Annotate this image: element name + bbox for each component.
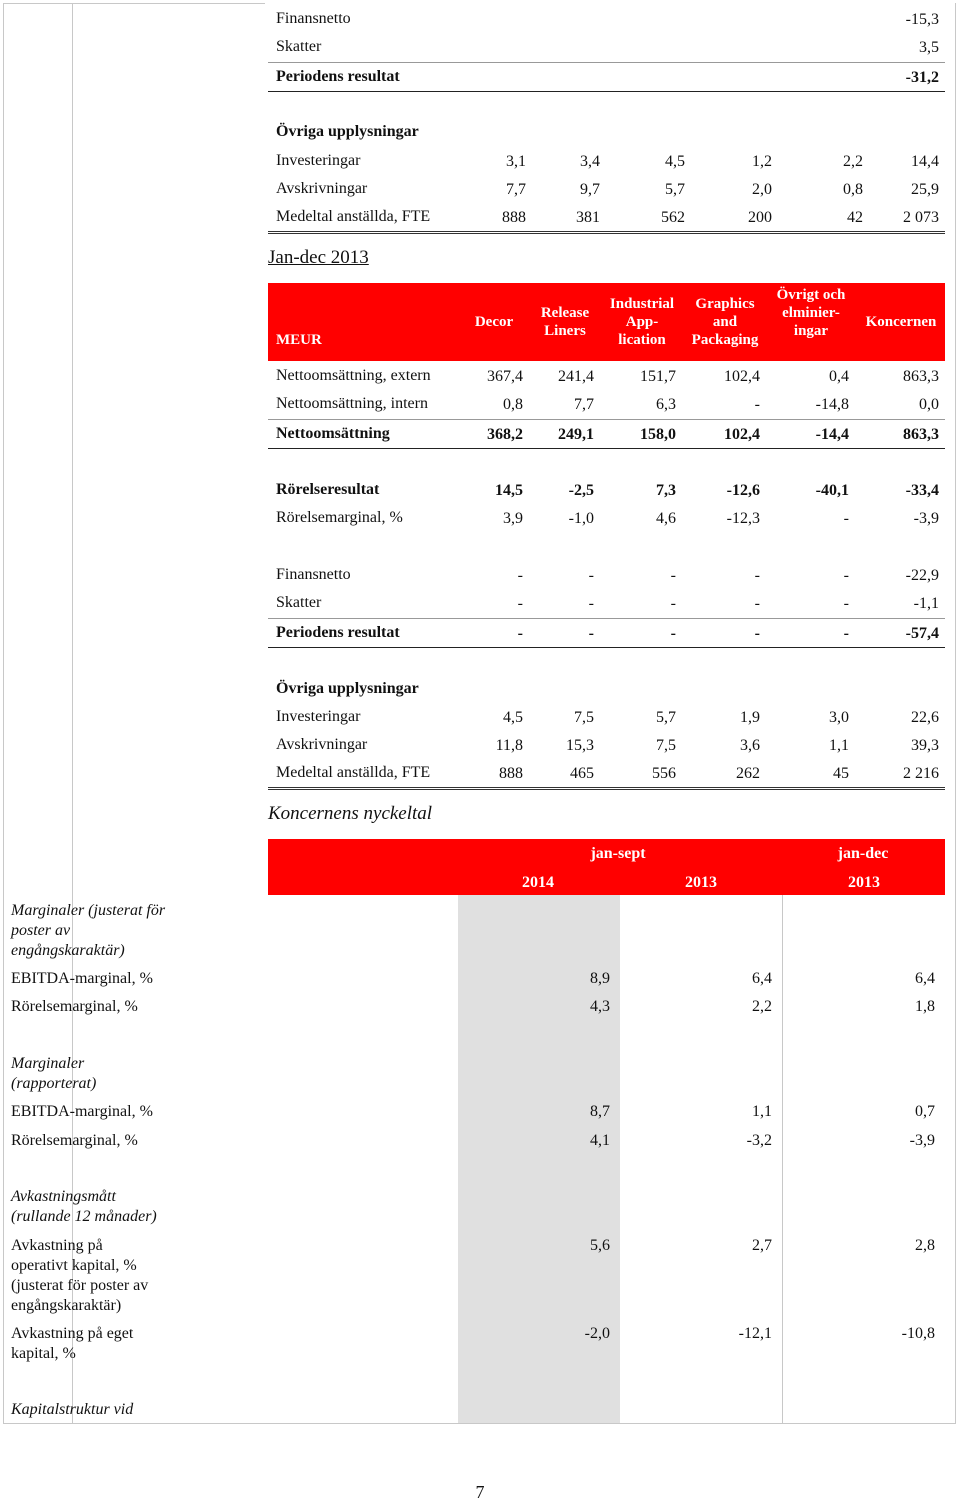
table-row: Investeringar 3,1 3,4 4,5 1,2 2,2 14,4 [276, 152, 939, 170]
subsection-title: engångskaraktär) [11, 942, 125, 959]
table-row: Skatter - - - - - -1,1 [276, 594, 939, 612]
table-row: Investeringar 4,5 7,5 5,7 1,9 3,0 22,6 [276, 708, 939, 726]
table-cell: 2,7 [752, 1237, 772, 1254]
table-row: Rörelsemarginal, % 3,9 -1,0 4,6 -12,3 - -3,9 [276, 509, 939, 527]
table-cell: 6,4 [752, 970, 772, 987]
section-subtitle: Övriga upplysningar [276, 123, 419, 140]
table-row: Nettoomsättning, intern 0,8 7,7 6,3 - -14,8 0,0 [276, 395, 939, 413]
table-row-label: operativt kapital, % [11, 1257, 137, 1274]
subsection-title: Marginaler [11, 1055, 85, 1072]
table-row: Rörelseresultat 14,5 -2,5 7,3 -12,6 -40,1 -33,4 [276, 481, 939, 499]
table-cell: 2,8 [915, 1237, 935, 1254]
table-row-label: EBITDA-marginal, % [11, 1103, 153, 1120]
table-cell: 6,4 [915, 970, 935, 987]
table-row-label: kapital, % [11, 1345, 76, 1362]
table-row: Avskrivningar 11,8 15,3 7,5 3,6 1,1 39,3 [276, 736, 939, 754]
table-cell: -3,2 [746, 1132, 772, 1149]
table-row-label: Rörelsemarginal, % [11, 998, 138, 1015]
table-cell: 5,6 [590, 1237, 610, 1254]
table-row: Skatter 3,5 [276, 38, 939, 56]
table-cell: 4,1 [590, 1132, 610, 1149]
table-row: Medeltal anställda, FTE 888 465 556 262 45 2 216 [268, 759, 945, 790]
table-row: Avskrivningar 7,7 9,7 5,7 2,0 0,8 25,9 [276, 180, 939, 198]
section-title: Jan-dec 2013 [268, 247, 369, 268]
subsection-title: Kapitalstruktur vid [11, 1401, 134, 1418]
table-row-total: Nettoomsättning 368,2 249,1 158,0 102,4 -14,4 863,3 [268, 419, 945, 449]
table-row-label: Avkastning på [11, 1237, 103, 1254]
table-cell: -12,1 [738, 1325, 772, 1342]
section-title: Koncernens nyckeltal [268, 803, 433, 824]
table-row-label: EBITDA-marginal, % [11, 970, 153, 987]
subsection-title: Marginaler (justerat för [11, 902, 166, 919]
table-cell: -2,0 [584, 1325, 610, 1342]
table-row-label: Rörelsemarginal, % [11, 1132, 138, 1149]
table-row: Medeltal anställda, FTE 888 381 562 200 42 2 073 [268, 203, 945, 234]
table-cell: 1,8 [915, 998, 935, 1015]
table-cell: -10,8 [901, 1325, 935, 1342]
table-row-label: Avkastning på eget [11, 1325, 134, 1342]
column-divider [782, 895, 783, 1423]
subsection-title: (rullande 12 månader) [11, 1208, 157, 1225]
table-row-label: (justerat för poster av [11, 1277, 149, 1294]
table-cell: 8,7 [590, 1103, 610, 1120]
subsection-title: Avkastningsmått [11, 1188, 116, 1205]
table-row-total: Periodens resultat - - - - - -57,4 [268, 618, 945, 648]
table-cell: 1,1 [752, 1103, 772, 1120]
table-row-total: Periodens resultat -31,2 [268, 62, 945, 92]
table-row-label: engångskaraktär) [11, 1297, 122, 1314]
table-header: jan-sept jan-dec 2014 2013 2013 [268, 839, 945, 895]
page-number: 7 [475, 1482, 485, 1502]
table-cell: 4,3 [590, 998, 610, 1015]
table-cell: 8,9 [590, 970, 610, 987]
table-row: Nettoomsättning, extern 367,4 241,4 151,7 102,4 0,4 863,3 [276, 367, 939, 385]
section-subtitle: Övriga upplysningar [276, 680, 419, 697]
table-cell: -3,9 [909, 1132, 935, 1149]
table-row: Finansnetto - - - - - -22,9 [276, 566, 939, 584]
table-cell: 0,7 [915, 1103, 935, 1120]
table-header: MEUR Decor Release Liners Industrial App-lication Graphics and Packaging Övrigt och elminier-ingar Koncernen [268, 283, 945, 361]
subsection-title: (rapporterat) [11, 1075, 97, 1092]
table-cell: 2,2 [752, 998, 772, 1015]
subsection-title: poster av [11, 922, 71, 939]
table-row: Finansnetto -15,3 [276, 10, 939, 28]
